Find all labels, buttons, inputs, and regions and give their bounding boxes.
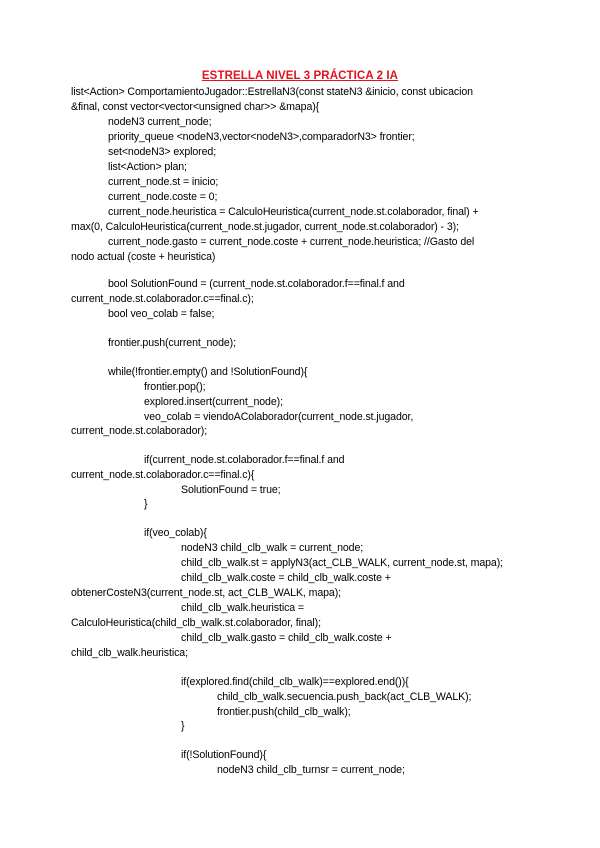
- code-line: child_clb_walk.secuencia.push_back(act_CLB_WALK);: [217, 691, 472, 703]
- code-line: list<Action> plan;: [108, 161, 187, 173]
- code-line: nodeN3 child_clb_walk = current_node;: [181, 542, 364, 554]
- code-line: if(!SolutionFound){: [181, 749, 267, 761]
- code-line: child_clb_walk.heuristica =: [181, 602, 305, 614]
- code-line: child_clb_walk.gasto = child_clb_walk.coste +: [181, 632, 392, 644]
- code-line: explored.insert(current_node);: [144, 396, 283, 408]
- code-line: }: [181, 720, 185, 732]
- code-line: current_node.st.colaborador);: [71, 425, 208, 437]
- code-line: current_node.heuristica = CalculoHeuristica(current_node.st.colaborador, final) +: [108, 206, 479, 218]
- code-line: CalculoHeuristica(child_clb_walk.st.colaborador, final);: [71, 617, 321, 629]
- code-line: }: [144, 498, 148, 510]
- code-line: child_clb_walk.st = applyN3(act_CLB_WALK, current_node.st, mapa);: [181, 557, 503, 569]
- code-line: SolutionFound = true;: [181, 484, 281, 496]
- code-line: child_clb_walk.coste = child_clb_walk.coste +: [181, 572, 391, 584]
- code-line: current_node.gasto = current_node.coste + current_node.heuristica; //Gasto del: [108, 236, 475, 248]
- document-title: ESTRELLA NIVEL 3 PRÁCTICA 2 IA: [201, 70, 399, 82]
- code-line: nodeN3 child_clb_turnsr = current_node;: [217, 764, 405, 776]
- code-line: max(0, CalculoHeuristica(current_node.st.jugador, current_node.st.colaborador) - 3);: [71, 221, 459, 233]
- code-line: current_node.st = inicio;: [108, 176, 219, 188]
- code-line: current_node.st.colaborador.c==final.c);: [71, 293, 254, 305]
- code-line: veo_colab = viendoAColaborador(current_node.st.jugador,: [144, 411, 414, 423]
- code-line: frontier.pop();: [144, 381, 206, 393]
- code-line: frontier.push(current_node);: [108, 337, 236, 349]
- code-line: current_node.coste = 0;: [108, 191, 218, 203]
- code-line: set<nodeN3> explored;: [108, 146, 217, 158]
- code-line: frontier.push(child_clb_walk);: [217, 706, 351, 718]
- code-line: while(!frontier.empty() and !SolutionFound){: [108, 366, 308, 378]
- code-line: bool SolutionFound = (current_node.st.colaborador.f==final.f and: [108, 278, 405, 290]
- code-line: if(explored.find(child_clb_walk)==explored.end()){: [181, 676, 409, 688]
- code-line: nodo actual (coste + heuristica): [71, 251, 216, 263]
- code-line: priority_queue <nodeN3,vector<nodeN3>,comparadorN3> frontier;: [108, 131, 415, 143]
- code-line: current_node.st.colaborador.c==final.c){: [71, 469, 255, 481]
- code-line: bool veo_colab = false;: [108, 308, 215, 320]
- code-line: child_clb_walk.heuristica;: [71, 647, 188, 659]
- code-line: if(current_node.st.colaborador.f==final.f and: [144, 454, 345, 466]
- code-line: list<Action> ComportamientoJugador::EstrellaN3(const stateN3 &inicio, const ubicacion: [71, 86, 473, 98]
- code-line: nodeN3 current_node;: [108, 116, 212, 128]
- code-line: &final, const vector<vector<unsigned char>> &mapa){: [71, 101, 320, 113]
- code-line: if(veo_colab){: [144, 527, 207, 539]
- code-line: obtenerCosteN3(current_node.st, act_CLB_WALK, mapa);: [71, 587, 341, 599]
